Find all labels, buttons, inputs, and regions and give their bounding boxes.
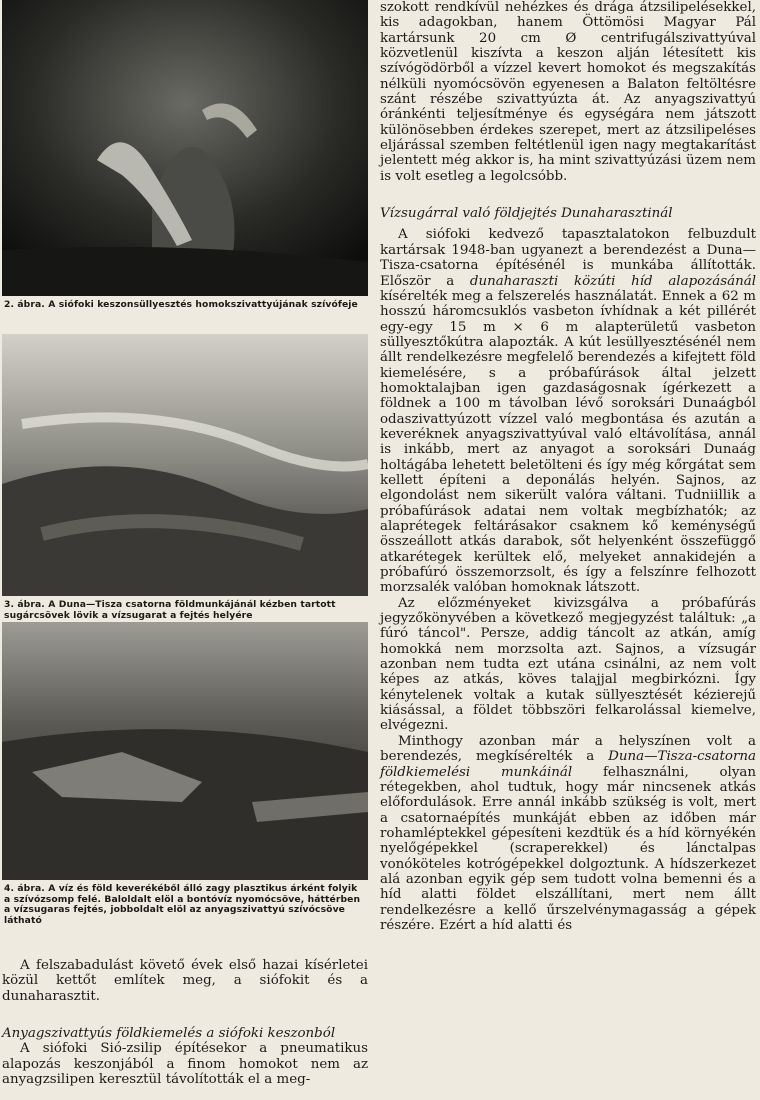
para4-part-a: Minthogy azonban már a helyszínen volt a berendezés, megkísérelték a	[380, 733, 756, 765]
intro-paragraph: A felszabadulást követő évek első hazai kísérletei közül kettőt említek meg, a siófokit és a dunaharasztit.	[2, 958, 368, 1004]
continued-paragraph: szokott rendkívül nehézkes és drága átzsilipelésekkel, kis adagokban, hanem Öttömösi Magyar Pál kartársunk 20 cm Ø centrifugálszivattyúval közvetlenül kiszívta a keszon alján létesített kis szívógödörből a vízzel kevert homokot és megszakítás nélküli nyomócsövön egyenesen a Balaton feltöltésre szánt részébe szivattyúzta át. Az anyagszivattyú óránkénti teljesítménye és egységára nem játszott különösebben érdekes szerepet, mert az átzsilipeléses eljárással szemben feltétlenül igen nagy megtakarítást jelentett még akkor is, ha mint szivattyúzási üzem nem is volt esetleg a legolcsóbb.	[380, 0, 756, 184]
left-column	[2, 0, 370, 1100]
figure-2-caption	[4, 300, 366, 311]
left-text-block	[2, 958, 368, 1087]
canal-paragraph	[380, 734, 756, 933]
figure-4-label: 4. ábra.	[4, 883, 45, 894]
para4-italic: Duna—Tisza-csatorna földkiemelési munkáinál	[380, 749, 756, 780]
section-heading-dunaharaszti: Vízsugárral való földjejtés Dunaharasztinál	[380, 206, 673, 222]
figure-3-caption-text: A Duna—Tisza csatorna földmunkájánál kézben tartott sugárcsövek lövik a vízsugarat a fejtés helyére	[4, 599, 336, 621]
dunaharaszti-paragraph	[380, 227, 756, 595]
figure-3-label: 3. ábra.	[4, 599, 45, 610]
para2-part-b: kísérelték meg a felszerelés használatát. Ennek a 62 m hosszú háromcsuklós vasbeton ívhídnak a két pillérét egy-egy 15 m × 6 m alapterületű vasbeton süllyesztőkútra alapozták. A kút lesüllyesztésénél nem állt rendelkezésre megfelelő berendezés a kifejtett föld kiemelésére, s a próbafúrások által jelzett homoktalajban igen gazdaságosnak ígérkezett a földnek a 100 m távolban lévő soroksári Dunaágból odaszivattyúzott vízzel való megbontása és azután a keveréknek anyagszivattyúval való eltávolítása, annál is inkább, mert az anyagot a soroksári Dunaág holtágába lehetett beletölteni és így még kőrgátat sem kellett építeni a deponálás helyén. Sajnos, az elgondolást nem sikerült valóra váltani. Tudniillik a próbafúrások adatai nem voltak megbízhatók; az alaprétegek feltárásakor csaknem kő keménységű összeállott atkás darabok, sőt helyenként összefüggő atkarétegek kerültek elő, melyeket annakidején a próbafúró összemorzsolt, és így a felszínre felhozott morzsalék valóban homoknak látszott.	[380, 288, 756, 596]
para2-italic: dunaharaszti közúti híd alapozásánál	[469, 273, 756, 289]
investigation-paragraph: Az előzményeket kivizsgálva a próbafúrás jegyzőkönyvében a következő megjegyzést találtuk: „a fúró táncol". Persze, addig táncolt az atkán, amíg homokká nem morzsolta azt. Sajnos, a vízsugár azonban nem tudta ezt utána csinálni, az nem volt képes az atkás, köves talajjal megbirkózni. Így kénytelenek voltak a kutak süllyesztését kézierejű kiásással, a földet többszöri felkarolással kiemelve, elvégezni.	[380, 595, 756, 734]
para4-part-b: felhasználni, olyan rétegekben, ahol tudtuk, hogy már nincsenek atkás előfordulások. Erre annál inkább szükség is volt, mert a csatornaépítés munkáját ebben az időben már rohamléptekkel gépesíteni kezdtük és a híd környékén nyelőgépekkel (scraperekkel) és lánctalpas vonóköteles kotrógépekkel dolgoztunk. A hídszerkezet alá azonban egyik gép sem tudott volna bemenni és a híd alatti földet elszállítani, mert nem állt rendelkezésre a kellő űrszelvénymagasság a gépek részére. Ezért a híd alatti és	[380, 764, 756, 933]
figure-4-caption-text: A víz és föld keverékéből álló zagy plasztikus árként folyik a szívózsomp felé. Baloldalt elöl a bontóvíz nyomócsöve, háttérben a vízsugaras fejtés, jobboldalt elöl az anyagszivattyú szívócsöve látható	[4, 883, 361, 926]
siofok-paragraph: A siófoki Sió-zsilip építésekor a pneumatikus alapozás keszonjából a finom homokot nem az anyagzsilipen keresztül távolították el a meg-	[2, 1041, 368, 1088]
figure-4-photo	[2, 622, 368, 880]
figure-3-caption	[4, 600, 366, 621]
para2-part-a: A siófoki kedvező tapasztalatokon felbuzdult kartársak 1948-ban ugyanezt a berendezést a Duna—Tisza-csatorna építésénél is munkába állították. Először a	[380, 227, 756, 289]
right-column	[380, 0, 756, 1100]
figure-4-caption	[4, 884, 366, 926]
figure-3-photo	[2, 334, 368, 596]
figure-2-caption-text: A siófoki keszonsüllyesztés homokszivattyújának szívófeje	[48, 299, 358, 310]
figure-2-photo	[2, 0, 368, 296]
section-heading-siofok: Anyagszivattyús földkiemelés a siófoki keszonból	[2, 1026, 336, 1042]
figure-2-label: 2. ábra.	[4, 299, 45, 310]
